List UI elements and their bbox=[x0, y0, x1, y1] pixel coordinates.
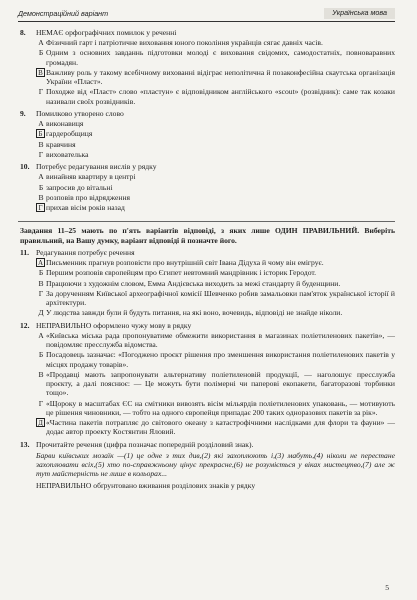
header-left: Демонстраційний варіант bbox=[18, 9, 109, 18]
option-letter: Г bbox=[38, 149, 44, 159]
option-text: Першим розповів європейцям про Єгипет невтомний мандрівник і історик Геродот. bbox=[46, 268, 317, 278]
option-letter: В bbox=[38, 192, 44, 202]
option[interactable] bbox=[36, 350, 395, 369]
option-letter: Б bbox=[38, 48, 44, 58]
option[interactable] bbox=[36, 87, 395, 106]
option-text: Посадовець зазначає: «Погоджено проєкт рішення про зменшення використання поліетиленових пакетів у місцях продажу товарів». bbox=[46, 350, 395, 369]
header-right: Українська мова bbox=[324, 8, 395, 19]
question-number: 11. bbox=[20, 247, 30, 257]
option[interactable] bbox=[36, 38, 395, 47]
question-13-followup bbox=[36, 481, 395, 490]
question-number: 13. bbox=[20, 439, 30, 449]
option-text: Походже від «Пласт» слово «пластун» є відповідником англійського «scout» (розвідник): саме так козаки називали своїх розвідників. bbox=[46, 87, 395, 106]
question-10 bbox=[18, 162, 395, 171]
option-text: За дорученням Київської археографічної комісії Шевченко робив замальовки пам'яток української історії й архітектури. bbox=[46, 288, 395, 308]
option-text: винайняв квартиру в центрі bbox=[46, 172, 136, 182]
option-text: вихователька bbox=[46, 149, 89, 159]
option[interactable] bbox=[36, 279, 395, 288]
question-number: 10. bbox=[20, 162, 30, 172]
option-text: виконавиця bbox=[46, 119, 84, 129]
option[interactable] bbox=[36, 289, 395, 308]
question-12 bbox=[18, 321, 395, 330]
question-9 bbox=[18, 109, 395, 118]
option-letter: В bbox=[38, 369, 44, 379]
option-letter: А bbox=[38, 119, 44, 129]
option-letter: Б bbox=[38, 350, 44, 360]
option-text: «Щороку в масштабах ЄС на смітники вивозять вісім мільярдів поліетиленових упаковань, — мотивують це рішення чиновники, — тобто на одного європейця припадає 200 таких одноразових пакетів за рік». bbox=[46, 398, 395, 417]
section-instruction: Завдання 11–25 мають по п'ять варіантів відповіді, з яких лише ОДИН ПРАВИЛЬНИЙ. Виберіть правильний, на Вашу думку, варіант відповіді й позначте його. bbox=[18, 221, 395, 245]
option[interactable] bbox=[36, 193, 395, 202]
question-subprompt: НЕПРАВИЛЬНО обґрунтовано вживання розділових знаків у рядку bbox=[36, 480, 256, 490]
option-text: Одним з основних завданнь підготовки молоді є виховання свідомих, самодостатніх, повноваравних громадян. bbox=[46, 48, 395, 67]
option[interactable] bbox=[36, 150, 395, 159]
option-letter-marked: В bbox=[36, 68, 45, 77]
question-8 bbox=[18, 28, 395, 37]
option-text: кравчиня bbox=[46, 139, 76, 149]
option[interactable] bbox=[36, 399, 395, 418]
option-text: Важливу роль у такому всебічному вихованні відіграє неполітична й позаконфесійна скаутська організація України «Пласт». bbox=[46, 67, 395, 87]
option[interactable] bbox=[36, 203, 395, 212]
option[interactable] bbox=[36, 140, 395, 149]
option-letter: Г bbox=[38, 87, 44, 97]
option[interactable] bbox=[36, 48, 395, 67]
option-text: «Продавці мають запропонувати альтернативу поліетиленовій продукції, — наголошує пресслужба проєкту, а далі пояснює: — Це можуть бути полімерні чи паперові екопакети, багаторазові торбинки тощо». bbox=[46, 369, 395, 398]
question-11-options bbox=[36, 258, 395, 318]
option-letter: Д bbox=[38, 308, 44, 318]
question-12-options bbox=[36, 331, 395, 437]
option[interactable] bbox=[36, 268, 395, 277]
question-9-options bbox=[36, 119, 395, 159]
question-prompt: Редагування потребує речення bbox=[36, 247, 135, 257]
page-number: 5 bbox=[385, 582, 389, 592]
option-letter: Г bbox=[38, 288, 44, 298]
option-text: У людства завжди були й будуть питання, на які воно, вочевидь, відповіді не знайде ніколи. bbox=[46, 308, 343, 318]
option-text: Фізичний гарт і патріотичне виховання юного покоління українців сягає давніх часів. bbox=[46, 38, 323, 48]
option[interactable] bbox=[36, 418, 395, 437]
option-letter: В bbox=[38, 278, 44, 288]
option[interactable] bbox=[36, 308, 395, 317]
option-text: прихав вісім років назад bbox=[46, 203, 125, 213]
option-text: гардеробщиця bbox=[46, 129, 93, 139]
option-text: запросив до вітальні bbox=[46, 182, 113, 192]
question-prompt: НЕПРАВИЛЬНО оформлено чужу мову в рядку bbox=[36, 320, 192, 330]
question-number: 12. bbox=[20, 320, 30, 330]
option-letter: А bbox=[38, 330, 44, 340]
option-letter: Г bbox=[38, 398, 44, 408]
option-letter: А bbox=[38, 38, 44, 48]
question-prompt: НЕМАЄ орфографічних помилок у реченні bbox=[36, 27, 177, 37]
option-text: Письменник прагнув розповісти про внутрішній світ Івана Дідуха й чому він емігрує. bbox=[46, 258, 324, 268]
option-text: Працюючи з художнім словом, Емма Андієвська виходить за межі стандарту й буденщини. bbox=[46, 278, 341, 288]
question-prompt: Потребує редагування вислів у рядку bbox=[36, 162, 157, 172]
option[interactable] bbox=[36, 172, 395, 181]
option-letter-marked: Д bbox=[36, 418, 45, 427]
page-header bbox=[18, 8, 395, 22]
option-letter: Б bbox=[38, 268, 44, 278]
question-prompt: Помилково утворено слово bbox=[36, 108, 124, 118]
option[interactable] bbox=[36, 119, 395, 128]
question-number: 8. bbox=[20, 27, 26, 37]
option[interactable] bbox=[36, 258, 395, 267]
option[interactable] bbox=[36, 331, 395, 350]
question-11 bbox=[18, 248, 395, 257]
question-10-options bbox=[36, 172, 395, 212]
option-text: «Київська міська рада пропонуватиме обмежити використання в магазинах поліетиленових пакетів», — повідомляє пресслужба відомства. bbox=[46, 330, 395, 350]
option[interactable] bbox=[36, 68, 395, 87]
option-letter-marked: Б bbox=[36, 129, 45, 138]
option-text: «Частина пакетів потрапляє до світового океану з катастрофічними наслідками для флори та фауни» — додає автор проекту Костянтин Яловий. bbox=[46, 418, 395, 437]
question-prompt: Прочитайте речення (цифра позначає попередній розділовий знак). bbox=[36, 439, 254, 449]
example-sentence: Барви київських мозаїк —(1) це одне з тих див,(2) які захоплюють і,(3) мабуть,(4) ніколи не перестане захоплювати всіх,(5) хто по-справжньому цінує прекрасне,(6) не розуміється у віках мистецтво,(7) але ж тут майстерність не лише в кольорах... bbox=[36, 450, 395, 479]
option-letter: Б bbox=[38, 182, 44, 192]
option-letter: А bbox=[38, 172, 44, 182]
option-text: розповів про відрядження bbox=[46, 192, 131, 202]
question-number: 9. bbox=[20, 108, 26, 118]
option[interactable] bbox=[36, 129, 395, 138]
question-8-options bbox=[36, 38, 395, 106]
option[interactable] bbox=[36, 183, 395, 192]
option-letter-marked: А bbox=[37, 259, 44, 268]
question-13 bbox=[18, 440, 395, 449]
option-letter: В bbox=[38, 139, 44, 149]
option[interactable] bbox=[36, 370, 395, 398]
option-letter-marked: Г bbox=[36, 203, 45, 212]
